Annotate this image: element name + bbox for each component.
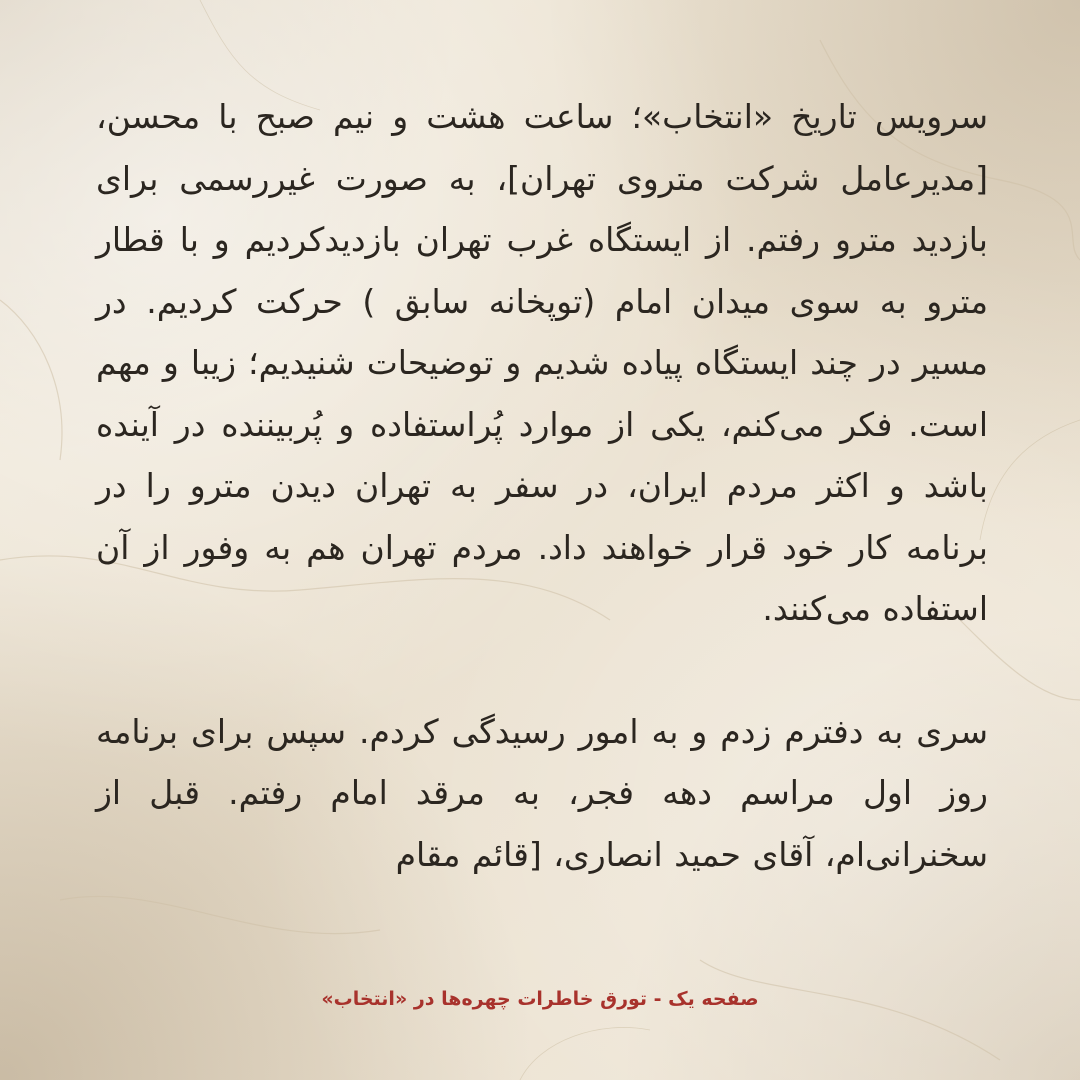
page-caption: صفحه یک - تورق خاطرات چهره‌ها در «انتخاب» xyxy=(321,988,759,1010)
document-page xyxy=(96,86,988,885)
paragraph-1: سرویس تاریخ «انتخاب»؛ ساعت هشت و نیم صبح با محسن، [مدیرعامل شرکت متروی تهران]، به صورت غیررسمی برای بازدید مترو رفتم. از ایستگاه غرب تهران بازدیدکردیم و با قطار مترو به سوی میدان امام (توپخانه سابق ) حرکت کردیم. در مسیر در چند ایستگاه پیاده شدیم و توضیحات شنیدیم؛ زیبا و مهم است. فکر می‌کنم، یکی از موارد پُراستفاده و پُربیننده در آینده باشد و اکثر مردم ایران، در سفر به تهران دیدن مترو را در برنامه کار خود قرار خواهند داد. مردم تهران هم به وفور از آن استفاده می‌کنند. xyxy=(96,97,988,628)
paragraph-2: سری به دفترم زدم و به امور رسیدگی کردم. سپس برای برنامه روز اول مراسم دهه فجر، به مرقد امام رفتم. قبل از سخنرانی‌ام، آقای حمید انصاری، [قائم مقام xyxy=(96,711,988,874)
